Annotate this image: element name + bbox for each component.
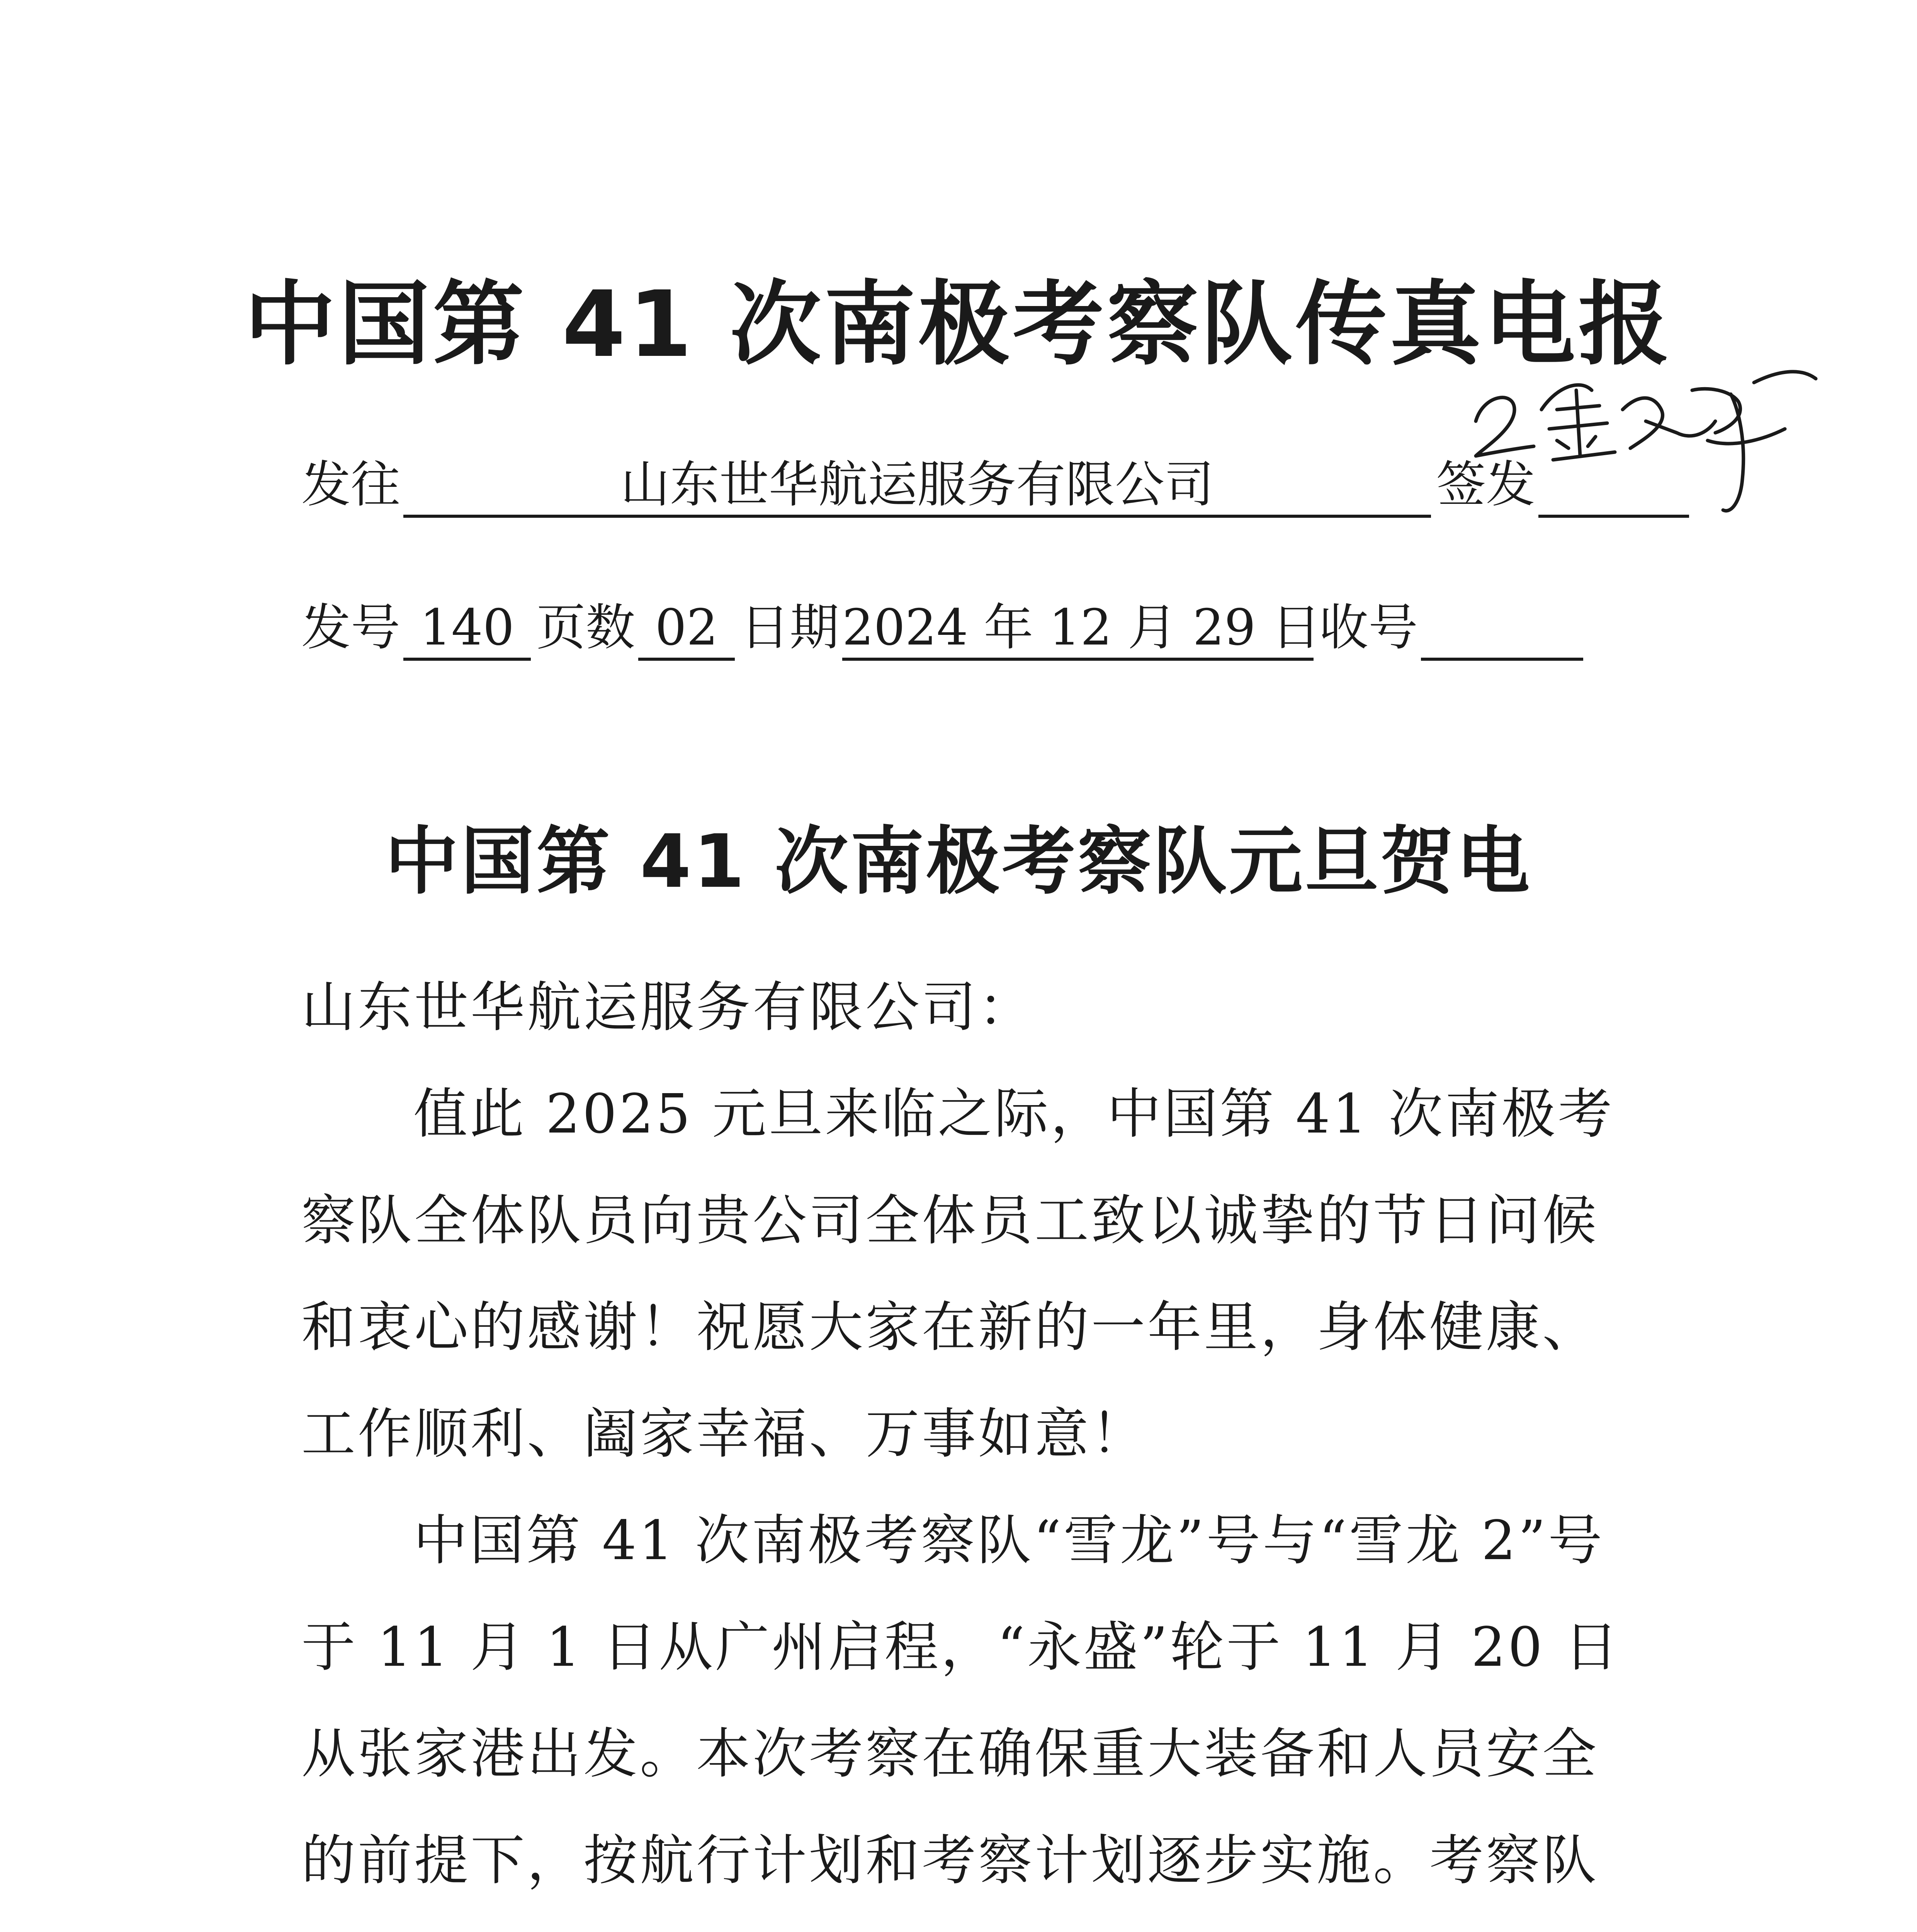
send-to-row <box>301 452 1694 518</box>
receipt-label: 收号 <box>1319 599 1418 656</box>
date-field: 2024 年 12 月 29 日 <box>842 595 1314 661</box>
document-title: 中国第 41 次南极考察队元旦贺电 <box>385 819 1532 904</box>
salutation: 山东世华航运服务有限公司： <box>301 976 1035 1039</box>
receipt-field <box>1421 595 1583 661</box>
paragraph: 中国第 41 次南极考察队“雪龙”号与“雪龙 2”号于 11 月 1 日从广州启程，“永盛”轮于 11 月 20 日从张家港出发。本次考察在确保重大装备和人员安全的前提下，按航行计划和考察计划逐步实施。考察队 <box>301 1509 1621 1892</box>
fax-title: 中国第 41 次南极考察队传真电报 <box>244 271 1673 378</box>
signer-field <box>1538 452 1689 518</box>
document-body <box>301 954 1623 1932</box>
signer-label: 签发 <box>1436 456 1536 514</box>
send-to-field: 山东世华航运服务有限公司 <box>403 452 1431 518</box>
fax-meta-row <box>301 595 1589 661</box>
pages-label: 页数 <box>536 599 636 656</box>
paragraph: 值此 2025 元旦来临之际，中国第 41 次南极考察队全体队员向贵公司全体员工致以诚挚的节日问候和衷心的感谢！祝愿大家在新的一年里，身体健康、工作顺利、阖家幸福、万事如意！ <box>301 1083 1614 1466</box>
number-label: 发号 <box>301 599 401 656</box>
pages-field: 02 <box>638 595 735 661</box>
send-to-label: 发往 <box>301 456 401 514</box>
date-label: 日期 <box>740 599 840 656</box>
number-field: 140 <box>403 595 531 661</box>
